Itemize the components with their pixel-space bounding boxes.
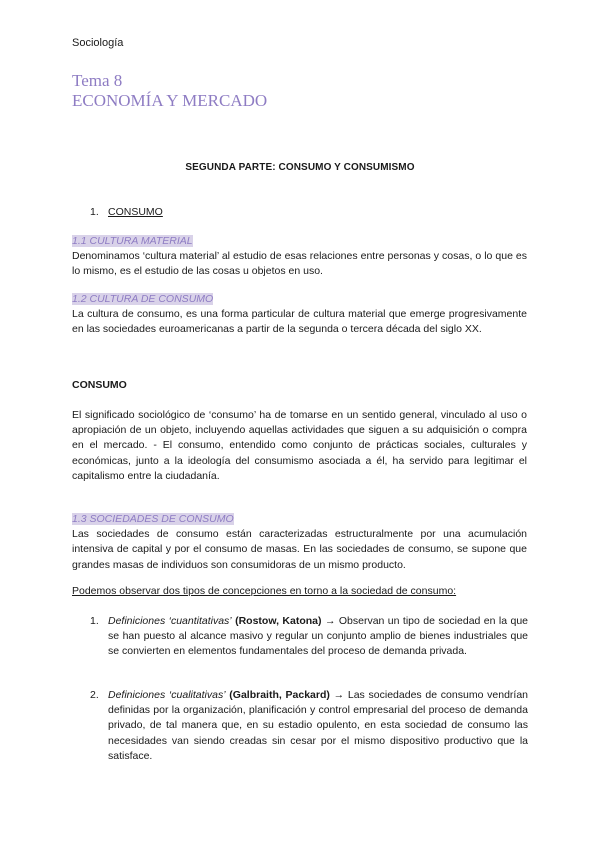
chapter-title <box>72 71 267 111</box>
paragraph: La cultura de consumo, es una forma particular de cultura material que emerge progresivamente en las sociedades euroamericanas a partir de la segunda o tercera década del siglo XX. <box>72 308 527 336</box>
chapter-name: ECONOMÍA Y MERCADO <box>72 91 268 110</box>
section-sociedades-consumo <box>72 512 527 573</box>
concepciones-intro: Podemos observar dos tipos de concepciones en torno a la sociedad de consumo: <box>72 585 457 597</box>
paragraph: Denominamos ‘cultura material’ al estudio de esas relaciones entre personas y cosas, o lo que es lo mismo, es el estudio de las cosas u objetos en uso. <box>72 250 527 278</box>
list-item <box>108 614 528 660</box>
page-header: Sociología <box>72 37 124 49</box>
consumo-heading: CONSUMO <box>72 379 127 391</box>
section-cultura-material <box>72 234 527 280</box>
definition-authors: (Rostow, Katona) <box>235 615 322 627</box>
definition-term: Definiciones ‘cuantitativas’ <box>108 615 232 627</box>
list-item <box>108 688 528 764</box>
definition-term: Definiciones ‘cualitativas’ <box>108 689 226 701</box>
list-number: 1. <box>90 615 99 627</box>
part-title: SEGUNDA PARTE: CONSUMO Y CONSUMISMO <box>185 162 415 173</box>
definition-text: → Observan un tipo de sociedad en la que se han puesto al alcance masivo y regular un conjunto amplio de bienes industriales que se convierten en elementos fundamentales del proceso de demanda privada. <box>108 615 528 658</box>
paragraph: Las sociedades de consumo están caracterizadas estructuralmente por una acumulación intensiva de capital y por el consumo de masas. En las sociedades de consumo, se supone que grandes masas de individuos son consumidoras de un mismo producto. <box>72 528 527 571</box>
consumo-paragraph: El significado sociológico de ‘consumo’ ha de tomarse en un sentido general, vinculado al uso o apropiación de un objeto, incluyendo aquellas actividades que siguen a su adquisición o compra en el mercado. - El consumo, entendido como conjunto de prácticas sociales, culturales y económicas, junto a la ideología del consumismo asociada a él, ha servido para legitimar el capitalismo entre la ciudadanía. <box>72 409 527 482</box>
subsection-heading: 1.1 CULTURA MATERIAL <box>72 235 193 247</box>
subsection-heading: 1.3 SOCIEDADES DE CONSUMO <box>72 513 234 525</box>
section-cultura-consumo <box>72 292 527 338</box>
definition-text: → Las sociedades de consumo vendrían definidas por la organización, planificación y control empresarial del proceso de demanda privado, de tal manera que, en su estadio opulento, en esta sociedad de consumo las necesidades van siendo creadas sin cesar por el mismo dispositivo productivo que la satisface. <box>108 689 529 762</box>
chapter-number: Tema 8 <box>72 71 123 90</box>
list-number: 2. <box>90 689 99 701</box>
subsection-heading: 1.2 CULTURA DE CONSUMO <box>72 293 214 305</box>
section-title: CONSUMO <box>108 206 163 218</box>
section-number: 1. <box>90 206 99 218</box>
definition-authors: (Galbraith, Packard) <box>229 689 330 701</box>
